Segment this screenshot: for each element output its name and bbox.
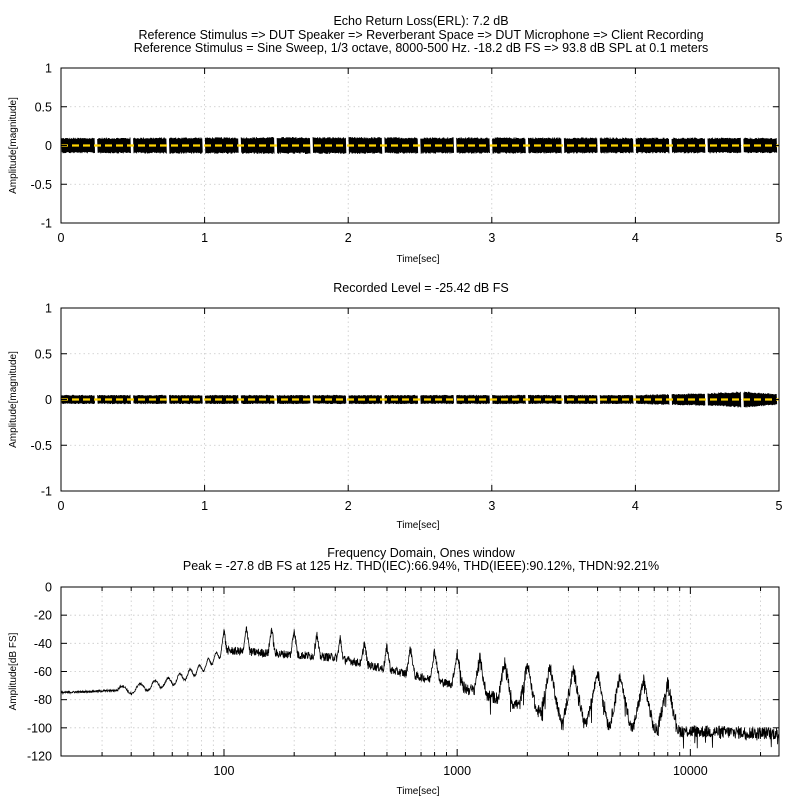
waveform-segment	[493, 395, 526, 404]
y-tick-label: -80	[33, 693, 52, 708]
x-tick-label: 5	[775, 231, 783, 245]
y-tick-label: 0	[45, 139, 52, 153]
x-tick-label: 4	[631, 499, 639, 513]
x-axis-label: Time[sec]	[396, 254, 440, 265]
y-tick-label: 0	[45, 393, 52, 407]
y-axis-label: Amplitude[dB FS]	[8, 632, 19, 711]
x-tick-label: 3	[488, 499, 496, 513]
y-tick-label: 1	[45, 61, 52, 76]
x-tick-label: 10000	[672, 764, 708, 778]
waveform-segment	[385, 395, 418, 404]
y-axis-label: Amplitude[magnitude]	[8, 97, 19, 194]
waveform-segment	[98, 395, 131, 404]
chart-title-line: Frequency Domain, Ones window	[327, 546, 515, 560]
waveform-segment	[241, 137, 274, 154]
x-tick-label: 1	[201, 499, 209, 513]
y-axis-label: Amplitude[magnitude]	[8, 351, 19, 448]
x-tick-label: 0	[57, 231, 65, 245]
chart-title-line: Reference Stimulus = Sine Sweep, 1/3 octave, 8000-500 Hz. -18.2 dB FS => 93.8 dB SPL at 0.1 meters	[133, 41, 709, 55]
waveform-segment	[98, 138, 131, 154]
x-tick-label: 1000	[443, 764, 472, 778]
y-tick-label: -1	[40, 216, 52, 231]
x-axis-label: Time[sec]	[396, 520, 440, 531]
x-tick-label: 100	[213, 764, 235, 778]
chart-title-line: Echo Return Loss(ERL): 7.2 dB	[333, 14, 509, 28]
x-tick-label: 2	[344, 231, 352, 245]
x-tick-label: 5	[775, 499, 783, 513]
x-axis-label: Time[sec]	[396, 786, 440, 797]
waveform-segment	[385, 137, 418, 154]
x-tick-label: 3	[488, 231, 496, 245]
waveform-segment	[493, 137, 526, 153]
y-tick-label: -40	[33, 636, 52, 651]
y-tick-label: -1	[40, 484, 52, 499]
x-tick-label: 2	[344, 499, 352, 513]
y-tick-label: -20	[33, 608, 52, 623]
waveform-segment	[636, 394, 669, 405]
y-tick-label: 1	[45, 301, 52, 316]
y-tick-label: 0.5	[34, 347, 52, 362]
waveform-segment	[636, 138, 669, 154]
x-tick-label: 4	[631, 231, 639, 245]
chart-title-line: Recorded Level = -25.42 dB FS	[333, 281, 509, 295]
y-tick-label: 0	[45, 580, 52, 595]
waveform-segment	[241, 395, 274, 404]
y-tick-label: -60	[33, 665, 52, 679]
y-tick-label: -120	[26, 749, 52, 764]
y-tick-label: 0.5	[34, 100, 52, 115]
chart-title-line: Peak = -27.8 dB FS at 125 Hz. THD(IEC):66.94%, THD(IEEE):90.12%, THDN:92.21%	[182, 559, 660, 573]
x-tick-label: 1	[201, 231, 209, 245]
y-tick-label: -0.5	[30, 438, 52, 453]
y-tick-label: -100	[26, 721, 52, 736]
chart-title-line: Reference Stimulus => DUT Speaker => Reverberant Space => DUT Microphone => Client Recording	[138, 28, 704, 42]
y-tick-label: -0.5	[30, 177, 52, 192]
x-tick-label: 0	[57, 499, 65, 513]
